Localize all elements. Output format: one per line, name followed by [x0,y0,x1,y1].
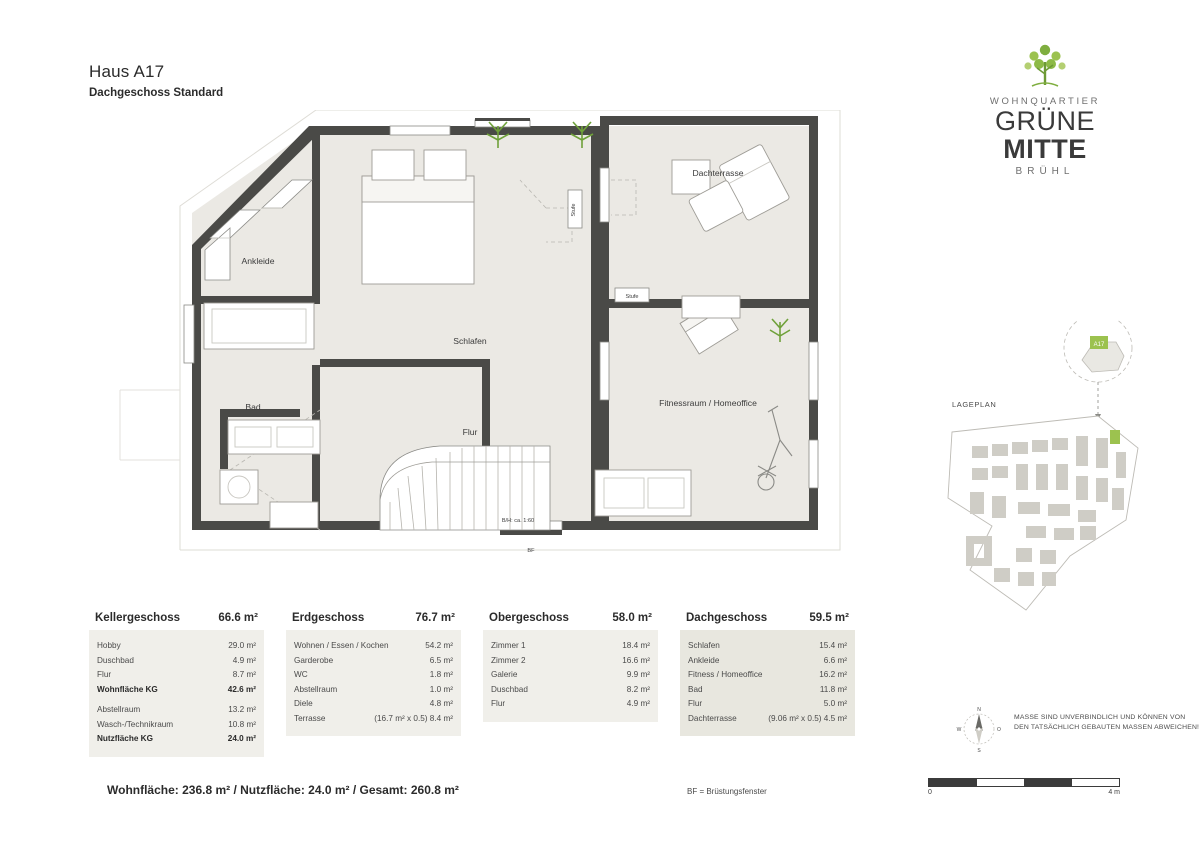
area-row-label: WC [294,670,308,679]
area-row-value: 4.9 m² [232,655,256,665]
area-row [97,732,256,747]
area-row-value: (16.7 m² x 0.5) 8.4 m² [374,713,453,723]
area-row-value: 4.8 m² [429,699,453,708]
area-row-label: Wasch-/Technikraum [97,719,174,729]
area-row-value: 42.6 m² [227,684,256,694]
area-row [97,683,256,698]
stufe-label-1: Stufe [571,203,577,217]
area-row [97,668,256,683]
area-row-label: Ankleide [688,655,720,665]
area-row-label: Fitness / Homeoffice [688,670,763,679]
site-plan [930,320,1160,620]
compass-o: O [997,727,1001,733]
area-table-obergeschoss [483,612,658,722]
house-title: Haus A17 [89,62,165,81]
scale-bar [928,778,1120,796]
logo-name-light: GRÜNE [994,106,1095,136]
area-row-label: Galerie [491,670,518,679]
area-row-value: 1.8 m² [429,670,453,679]
compass-w: W [956,727,962,733]
area-row-label: Duschbad [97,655,134,665]
area-row-value: 1.0 m² [429,684,453,694]
stair-note: B/H: ca. 1:60 [501,518,535,524]
area-table-body [89,630,264,757]
area-row [294,683,453,698]
area-table-total: 76.7 m² [415,612,455,624]
area-row [294,712,453,727]
area-row-label: Flur [97,670,112,679]
area-row-value: 4.9 m² [626,699,650,708]
lageplan-label: LAGEPLAN [952,400,997,409]
area-row-label: Abstellraum [294,684,338,694]
compass-rose [955,705,1003,753]
area-row-value: 15.4 m² [819,641,847,650]
stufe-label-2: Stufe [625,294,639,300]
bf-legend: BF = Brüstungsfenster [687,787,767,796]
area-tables [89,612,864,752]
floor-subtitle: Dachgeschoss Standard [89,87,224,99]
area-row [294,654,453,669]
area-row [491,668,650,683]
area-row-value: 8.7 m² [232,670,256,679]
area-row [688,668,847,683]
area-row-value: 13.2 m² [228,705,256,714]
logo-name [955,107,1135,164]
area-row-label: Bad [688,684,703,694]
area-row [294,697,453,712]
area-row-value: 6.5 m² [429,655,453,665]
room-label-bad: Bad [245,402,261,412]
area-row [688,712,847,727]
area-table-title: Kellergeschoss [95,612,181,624]
area-row [491,697,650,712]
room-label-dachterrasse: Dachterrasse [692,168,744,178]
area-row-value: 54.2 m² [425,641,453,650]
area-row-label: Schlafen [688,641,720,650]
area-table-erdgeschoss [286,612,461,736]
logo-name-bold: MITTE [1003,134,1087,165]
area-row-label: Dachterrasse [688,713,737,723]
area-row-value: 6.6 m² [823,655,847,665]
area-row-label: Flur [491,699,506,708]
area-table-body [286,630,461,736]
area-table-title: Obergeschoss [489,612,569,624]
site-marker-label: A17 [1093,342,1105,348]
area-table-body [483,630,658,722]
area-table-dachgeschoss [680,612,855,736]
area-row [97,703,256,718]
area-row [294,639,453,654]
area-table-title: Dachgeschoss [686,612,768,624]
logo-city-label: BRÜHL [1015,165,1075,177]
area-row-value: 24.0 m² [227,734,256,743]
area-row [294,668,453,683]
area-table-kellergeschoss [89,612,264,757]
area-row-label: Zimmer 1 [491,641,526,650]
area-row-label: Garderobe [294,655,334,665]
area-row [97,639,256,654]
area-row [97,718,256,733]
area-row-value: 8.2 m² [626,684,650,694]
area-row-value: 9.9 m² [626,670,650,679]
floorplan-drawing [80,110,900,580]
disclaimer-text: MASSE SIND UNVERBINDLICH UND KÖNNEN VON DEN TATSÄCHLICH GEBAUTEN MASSEN ABWEICHEN! [1014,714,1200,731]
area-row-value: 29.0 m² [228,641,256,650]
area-row-value: 18.4 m² [622,641,650,650]
area-row [491,639,650,654]
room-label-flur: Flur [462,427,478,437]
logo-tree-icon [955,40,1135,92]
compass-s: S [977,748,981,753]
area-row-value: 10.8 m² [228,719,256,729]
area-row-label: Terrasse [294,713,326,723]
area-row-label: Diele [294,699,313,708]
area-row-label: Hobby [97,641,121,650]
scale-start-label: 0 [928,789,932,796]
area-row-value: 16.2 m² [819,670,847,679]
area-row [688,639,847,654]
area-table-total: 66.6 m² [218,612,258,624]
scale-end-label: 4 m [1108,789,1120,796]
area-row-value: 11.8 m² [819,684,847,694]
area-table-header [286,612,461,630]
room-label-schlafen: Schlafen [453,336,487,346]
area-table-body [680,630,855,736]
area-row-label: Wohnen / Essen / Kochen [294,641,389,650]
area-row-label: Zimmer 2 [491,655,526,665]
area-row-label: Abstellraum [97,705,141,714]
area-row [688,683,847,698]
area-row [97,654,256,669]
area-row-label: Nutzfläche KG [97,734,153,743]
area-table-header [89,612,264,630]
totals-line: Wohnfläche: 236.8 m² / Nutzfläche: 24.0 m² / Gesamt: 260.8 m² [107,783,459,797]
room-label-fitness: Fitnessraum / Homeoffice [659,398,757,408]
area-row-label: Duschbad [491,684,528,694]
compass-n: N [977,707,981,713]
area-row-label: Wohnfläche KG [97,684,158,694]
room-label-ankleide: Ankleide [241,256,275,266]
area-row-value: 5.0 m² [823,699,847,708]
area-row [491,654,650,669]
area-row [688,654,847,669]
area-table-title: Erdgeschoss [292,612,365,624]
area-row-value: (9.06 m² x 0.5) 4.5 m² [768,713,847,723]
area-row-label: Flur [688,699,703,708]
area-table-total: 59.5 m² [809,612,849,624]
area-table-header [483,612,658,630]
area-row [688,697,847,712]
bf-marker: BF [527,548,535,554]
area-table-header [680,612,855,630]
scale-bar-graphic [928,778,1120,787]
brand-logo [955,40,1135,177]
page-title [89,62,223,99]
area-row-value: 16.6 m² [622,655,650,665]
area-row [491,683,650,698]
area-table-total: 58.0 m² [612,612,652,624]
logo-quartier-label: WOHNQUARTIER [989,96,1101,107]
